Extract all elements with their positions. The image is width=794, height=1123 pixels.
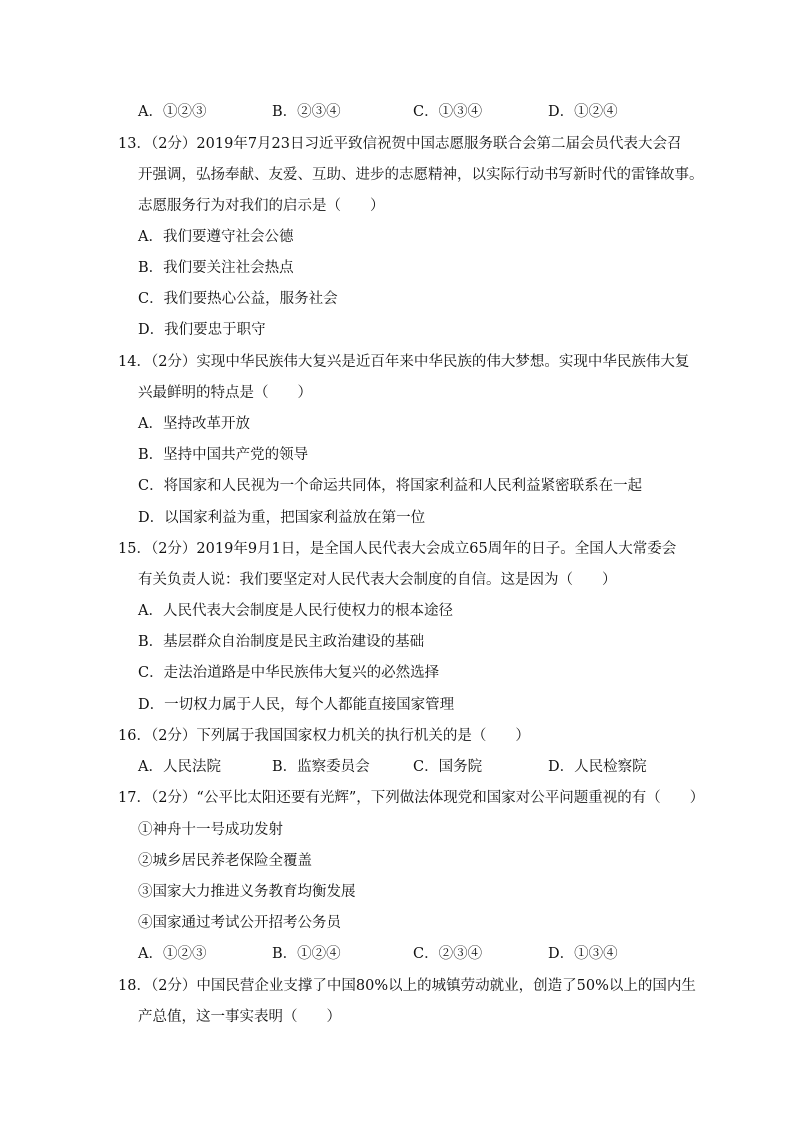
q17-item-4: ④国家通过考试公开招考公务员 — [138, 915, 341, 931]
q17-item-2: ②城乡居民养老保险全覆盖 — [138, 853, 312, 869]
q16-options — [138, 757, 658, 777]
q14-option-b: B．坚持中国共产党的领导 — [138, 447, 309, 463]
q14-stem-line-2: 兴最鲜明的特点是（ ） — [138, 385, 312, 401]
q15-stem-line-2: 有关负责人说：我们要坚定对人民代表大会制度的自信。这是因为（ ） — [138, 572, 617, 588]
q14-option-c: C．将国家和人民视为一个命运共同体，将国家利益和人民利益紧密联系在一起 — [138, 478, 643, 494]
q17-option-d: D．①③④ — [548, 946, 618, 962]
q13-option-b: B．我们要关注社会热点 — [138, 260, 294, 276]
q14-stem-line-1: 14．（2分）实现中华民族伟大复兴是近百年来中华民族的伟大梦想。实现中华民族伟大复 — [118, 354, 690, 370]
q13-stem-line-3: 志愿服务行为对我们的启示是（ ） — [138, 198, 385, 214]
q15-stem-line-1: 15．（2分）2019年9月1日，是全国人民代表大会成立65周年的日子。全国人大常委会 — [118, 541, 677, 557]
q16-option-b: B．监察委员会 — [272, 759, 370, 775]
q14-option-a: A．坚持改革开放 — [138, 416, 250, 432]
q17-option-a: A．①②③ — [138, 946, 207, 962]
q16-stem: 16．（2分）下列属于我国国家权力机关的执行机关的是（ ） — [118, 728, 530, 744]
q13-stem-line-2: 开强调，弘扬奉献、友爱、互助、进步的志愿精神，以实际行动书写新时代的雷锋故事。 — [138, 167, 704, 183]
q17-item-3: ③国家大力推进义务教育均衡发展 — [138, 884, 356, 900]
q17-options — [138, 944, 658, 964]
q12-option-d: D．①②④ — [548, 104, 618, 120]
q12-option-b: B．②③④ — [272, 104, 341, 120]
q12-option-a: A．①②③ — [138, 104, 207, 120]
q12-options — [138, 102, 658, 122]
q17-option-c: C．②③④ — [413, 946, 483, 962]
q13-option-d: D．我们要忠于职守 — [138, 322, 266, 338]
q12-option-c: C．①③④ — [413, 104, 483, 120]
q16-option-a: A．人民法院 — [138, 759, 221, 775]
q18-stem-line-1: 18．（2分）中国民营企业支撑了中国80%以上的城镇劳动就业，创造了50%以上的国内生 — [118, 978, 696, 994]
q13-option-c: C．我们要热心公益，服务社会 — [138, 291, 338, 307]
q17-item-1: ①神舟十一号成功发射 — [138, 822, 283, 838]
q17-stem: 17．（2分）“公平比太阳还要有光辉”，下列做法体现党和国家对公平问题重视的有（ ） — [118, 790, 705, 806]
q13-stem-line-1: 13．（2分）2019年7月23日习近平致信祝贺中国志愿服务联合会第二届会员代表大会召 — [118, 136, 682, 152]
q15-option-a: A．人民代表大会制度是人民行使权力的根本途径 — [138, 603, 453, 619]
q14-option-d: D．以国家利益为重，把国家利益放在第一位 — [138, 510, 426, 526]
q16-option-d: D．人民检察院 — [548, 759, 647, 775]
q15-option-b: B．基层群众自治制度是民主政治建设的基础 — [138, 634, 425, 650]
q18-stem-line-2: 产总值，这一事实表明（ ） — [138, 1009, 341, 1025]
q15-option-d: D．一切权力属于人民，每个人都能直接国家管理 — [138, 697, 455, 713]
q13-option-a: A．我们要遵守社会公德 — [138, 229, 294, 245]
q17-option-b: B．①②④ — [272, 946, 341, 962]
q15-option-c: C．走法治道路是中华民族伟大复兴的必然选择 — [138, 665, 440, 681]
q16-option-c: C．国务院 — [413, 759, 483, 775]
